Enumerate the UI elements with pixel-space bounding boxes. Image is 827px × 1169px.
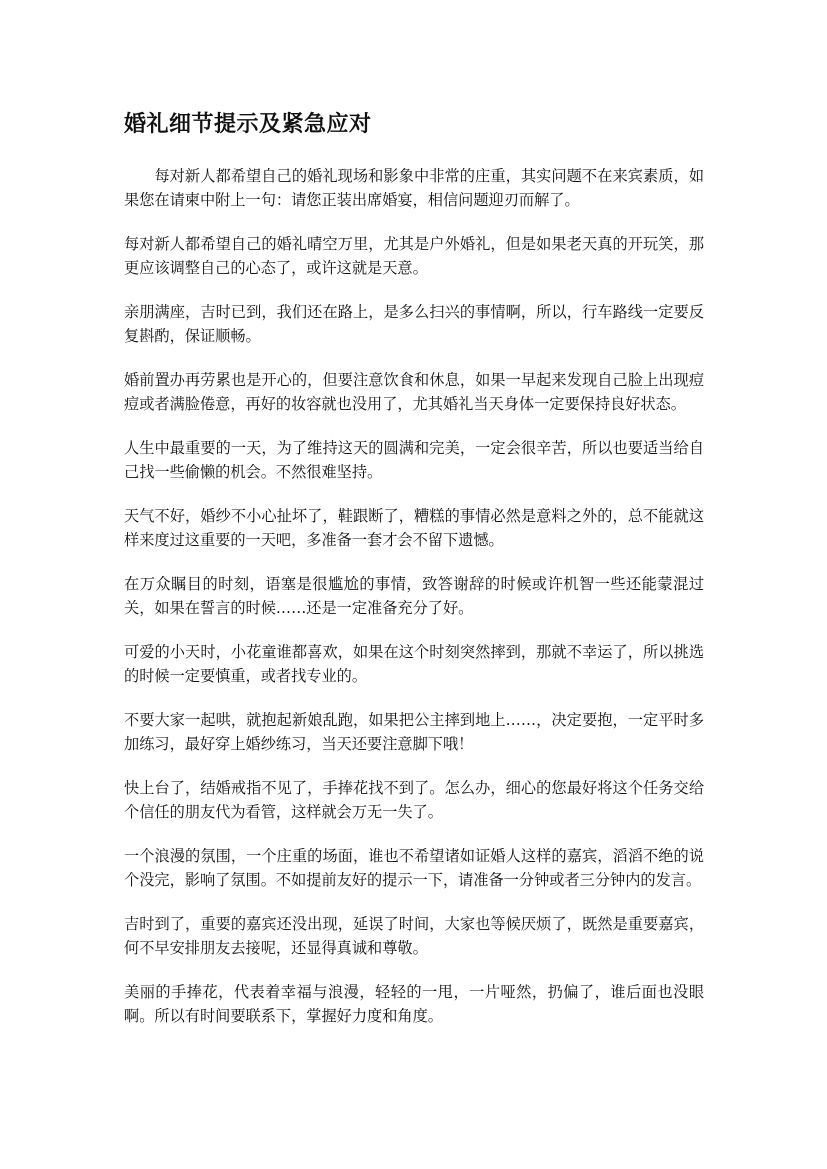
paragraph-7: 在万众瞩目的时刻，语塞是很尴尬的事情，致答谢辞的时候或许机智一些还能蒙混过关，如果在誓言的时候……还是一定准备充分了好。	[124, 575, 704, 617]
paragraph-6: 天气不好，婚纱不小心扯坏了，鞋跟断了，糟糕的事情必然是意料之外的，总不能就这样来度过这重要的一天吧，多准备一套才会不留下遗憾。	[124, 507, 704, 549]
document-page	[124, 108, 704, 1048]
paragraph-10: 快上台了，结婚戒指不见了，手捧花找不到了。怎么办，细心的您最好将这个任务交给个信任的朋友代为看管，这样就会万无一失了。	[124, 779, 704, 821]
paragraph-4: 婚前置办再劳累也是开心的，但要注意饮食和休息，如果一早起来发现自己脸上出现痘痘或者满脸倦意，再好的妆容就也没用了，尤其婚礼当天身体一定要保持良好状态。	[124, 371, 704, 413]
paragraph-3: 亲朋满座，吉时已到，我们还在路上，是多么扫兴的事情啊，所以，行车路线一定要反复斟酌，保证顺畅。	[124, 303, 704, 345]
paragraph-13: 美丽的手捧花，代表着幸福与浪漫，轻轻的一甩，一片哑然，扔偏了，谁后面也没眼啊。所以有时间要联系下，掌握好力度和角度。	[124, 983, 704, 1025]
paragraph-11: 一个浪漫的氛围，一个庄重的场面，谁也不希望诸如证婚人这样的嘉宾，滔滔不绝的说个没完，影响了氛围。不如提前友好的提示一下，请准备一分钟或者三分钟内的发言。	[124, 847, 704, 889]
paragraph-8: 可爱的小天时，小花童谁都喜欢，如果在这个时刻突然摔到，那就不幸运了，所以挑选的时候一定要慎重，或者找专业的。	[124, 643, 704, 685]
paragraph-12: 吉时到了，重要的嘉宾还没出现，延误了时间，大家也等候厌烦了，既然是重要嘉宾，何不早安排朋友去接呢，还显得真诚和尊敬。	[124, 915, 704, 957]
paragraph-1: 每对新人都希望自己的婚礼现场和影象中非常的庄重，其实问题不在来宾素质，如果您在请柬中附上一句：请您正装出席婚宴，相信问题迎刃而解了。	[124, 167, 704, 209]
paragraph-2: 每对新人都希望自己的婚礼晴空万里，尤其是户外婚礼，但是如果老天真的开玩笑，那更应该调整自己的心态了，或许这就是天意。	[124, 235, 704, 277]
document-title: 婚礼细节提示及紧急应对	[124, 111, 372, 137]
paragraph-9: 不要大家一起哄，就抱起新娘乱跑，如果把公主摔到地上……，决定要抱，一定平时多加练习，最好穿上婚纱练习，当天还要注意脚下哦！	[124, 711, 704, 753]
paragraph-5: 人生中最重要的一天，为了维持这天的圆满和完美，一定会很辛苦，所以也要适当给自己找一些偷懒的机会。不然很难坚持。	[124, 439, 704, 481]
